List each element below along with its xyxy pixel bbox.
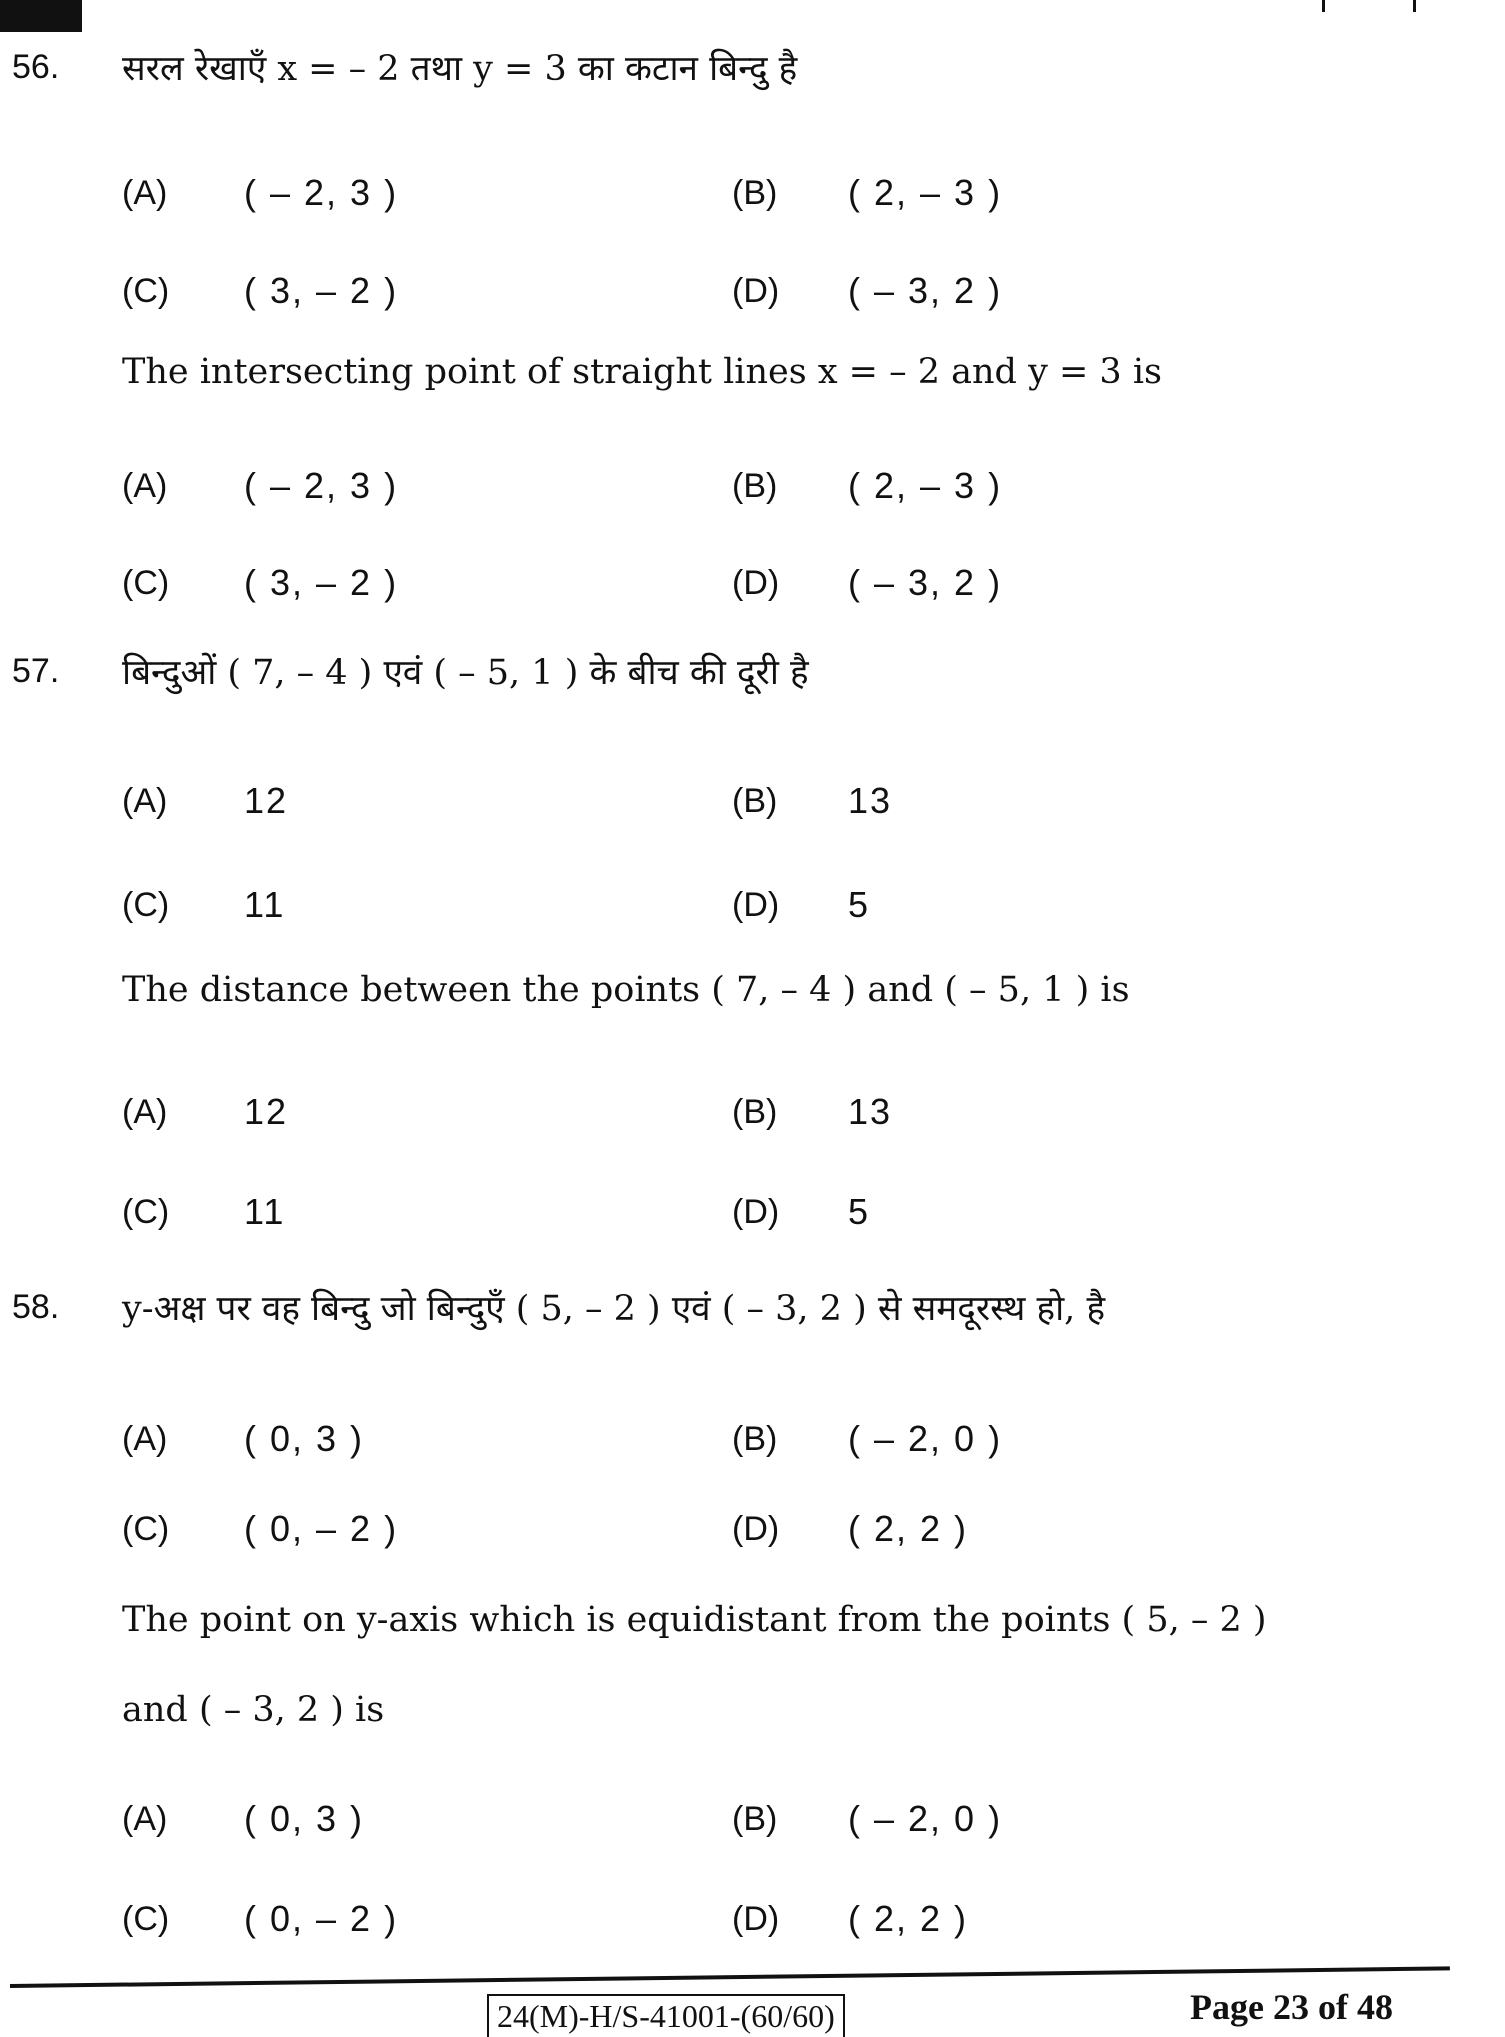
option-value: ( 0, 3 ) <box>244 1418 365 1459</box>
option-value: ( – 3, 2 ) <box>848 270 1003 311</box>
question-text-english: The intersecting point of straight lines x = – 2 and y = 3 is <box>122 352 1162 392</box>
option-value: ( 2, 2 ) <box>848 1508 969 1549</box>
option-label: (C) <box>122 1510 170 1548</box>
question-text-english: The point on y-axis which is equidistant from the points ( 5, – 2 ) <box>122 1600 1267 1640</box>
option-label: (D) <box>732 272 780 310</box>
option-value: ( – 3, 2 ) <box>848 562 1003 603</box>
option-label: (B) <box>732 467 778 505</box>
option-label: (D) <box>732 1900 780 1938</box>
question-text-hindi: y-अक्ष पर वह बिन्दु जो बिन्दुएँ ( 5, – 2 ) एवं ( – 3, 2 ) से समदूरस्थ हो, है <box>122 1289 1106 1329</box>
page-number: Page 23 of 48 <box>1190 1987 1393 2027</box>
option-value: ( 2, – 3 ) <box>848 172 1003 213</box>
option-label: (C) <box>122 1900 170 1938</box>
option-value: 5 <box>848 884 871 925</box>
option-label: (B) <box>732 1093 778 1131</box>
question-number: 58. <box>12 1288 60 1326</box>
option-label: (D) <box>732 886 780 924</box>
option-label: (D) <box>732 1193 780 1231</box>
option-value: ( – 2, 3 ) <box>244 465 399 506</box>
option-label: (D) <box>732 1510 780 1548</box>
option-value: ( 0, – 2 ) <box>244 1508 399 1549</box>
option-label: (B) <box>732 1420 778 1458</box>
question-number: 57. <box>12 652 60 690</box>
option-label: (C) <box>122 272 170 310</box>
question-text-hindi: सरल रेखाएँ x = – 2 तथा y = 3 का कटान बिन्दु है <box>122 49 798 89</box>
option-label: (A) <box>122 467 168 505</box>
option-value: ( 3, – 2 ) <box>244 562 399 603</box>
option-value: 13 <box>848 1091 893 1132</box>
option-value: 13 <box>848 780 893 821</box>
option-label: (A) <box>122 1800 168 1838</box>
question-text-hindi: बिन्दुओं ( 7, – 4 ) एवं ( – 5, 1 ) के बीच की दूरी है <box>122 653 809 693</box>
question-number: 56. <box>12 48 60 86</box>
option-label: (A) <box>122 1420 168 1458</box>
option-value: ( 0, – 2 ) <box>244 1898 399 1939</box>
option-value: 12 <box>244 780 289 821</box>
option-value: ( 2, 2 ) <box>848 1898 969 1939</box>
option-label: (C) <box>122 886 170 924</box>
option-label: (A) <box>122 782 168 820</box>
option-label: (B) <box>732 1800 778 1838</box>
option-value: 11 <box>244 884 286 925</box>
option-label: (A) <box>122 1093 168 1131</box>
corner-box <box>1322 0 1416 12</box>
corner-set-marker <box>0 0 82 32</box>
footer-rule <box>10 1966 1450 1988</box>
option-value: ( 0, 3 ) <box>244 1798 365 1839</box>
option-label: (B) <box>732 782 778 820</box>
option-value: ( 2, – 3 ) <box>848 465 1003 506</box>
option-label: (A) <box>122 174 168 212</box>
option-value: 5 <box>848 1191 871 1232</box>
option-value: 12 <box>244 1091 289 1132</box>
option-value: ( 3, – 2 ) <box>244 270 399 311</box>
option-value: ( – 2, 0 ) <box>848 1418 1003 1459</box>
option-value: 11 <box>244 1191 286 1232</box>
option-value: ( – 2, 0 ) <box>848 1798 1003 1839</box>
option-value: ( – 2, 3 ) <box>244 172 399 213</box>
question-text-english: The distance between the points ( 7, – 4 ) and ( – 5, 1 ) is <box>122 970 1130 1010</box>
option-label: (B) <box>732 174 778 212</box>
paper-code: 24(M)-H/S-41001-(60/60) <box>487 1994 845 2037</box>
question-text-english: and ( – 3, 2 ) is <box>122 1690 385 1730</box>
option-label: (C) <box>122 564 170 602</box>
option-label: (D) <box>732 564 780 602</box>
option-label: (C) <box>122 1193 170 1231</box>
